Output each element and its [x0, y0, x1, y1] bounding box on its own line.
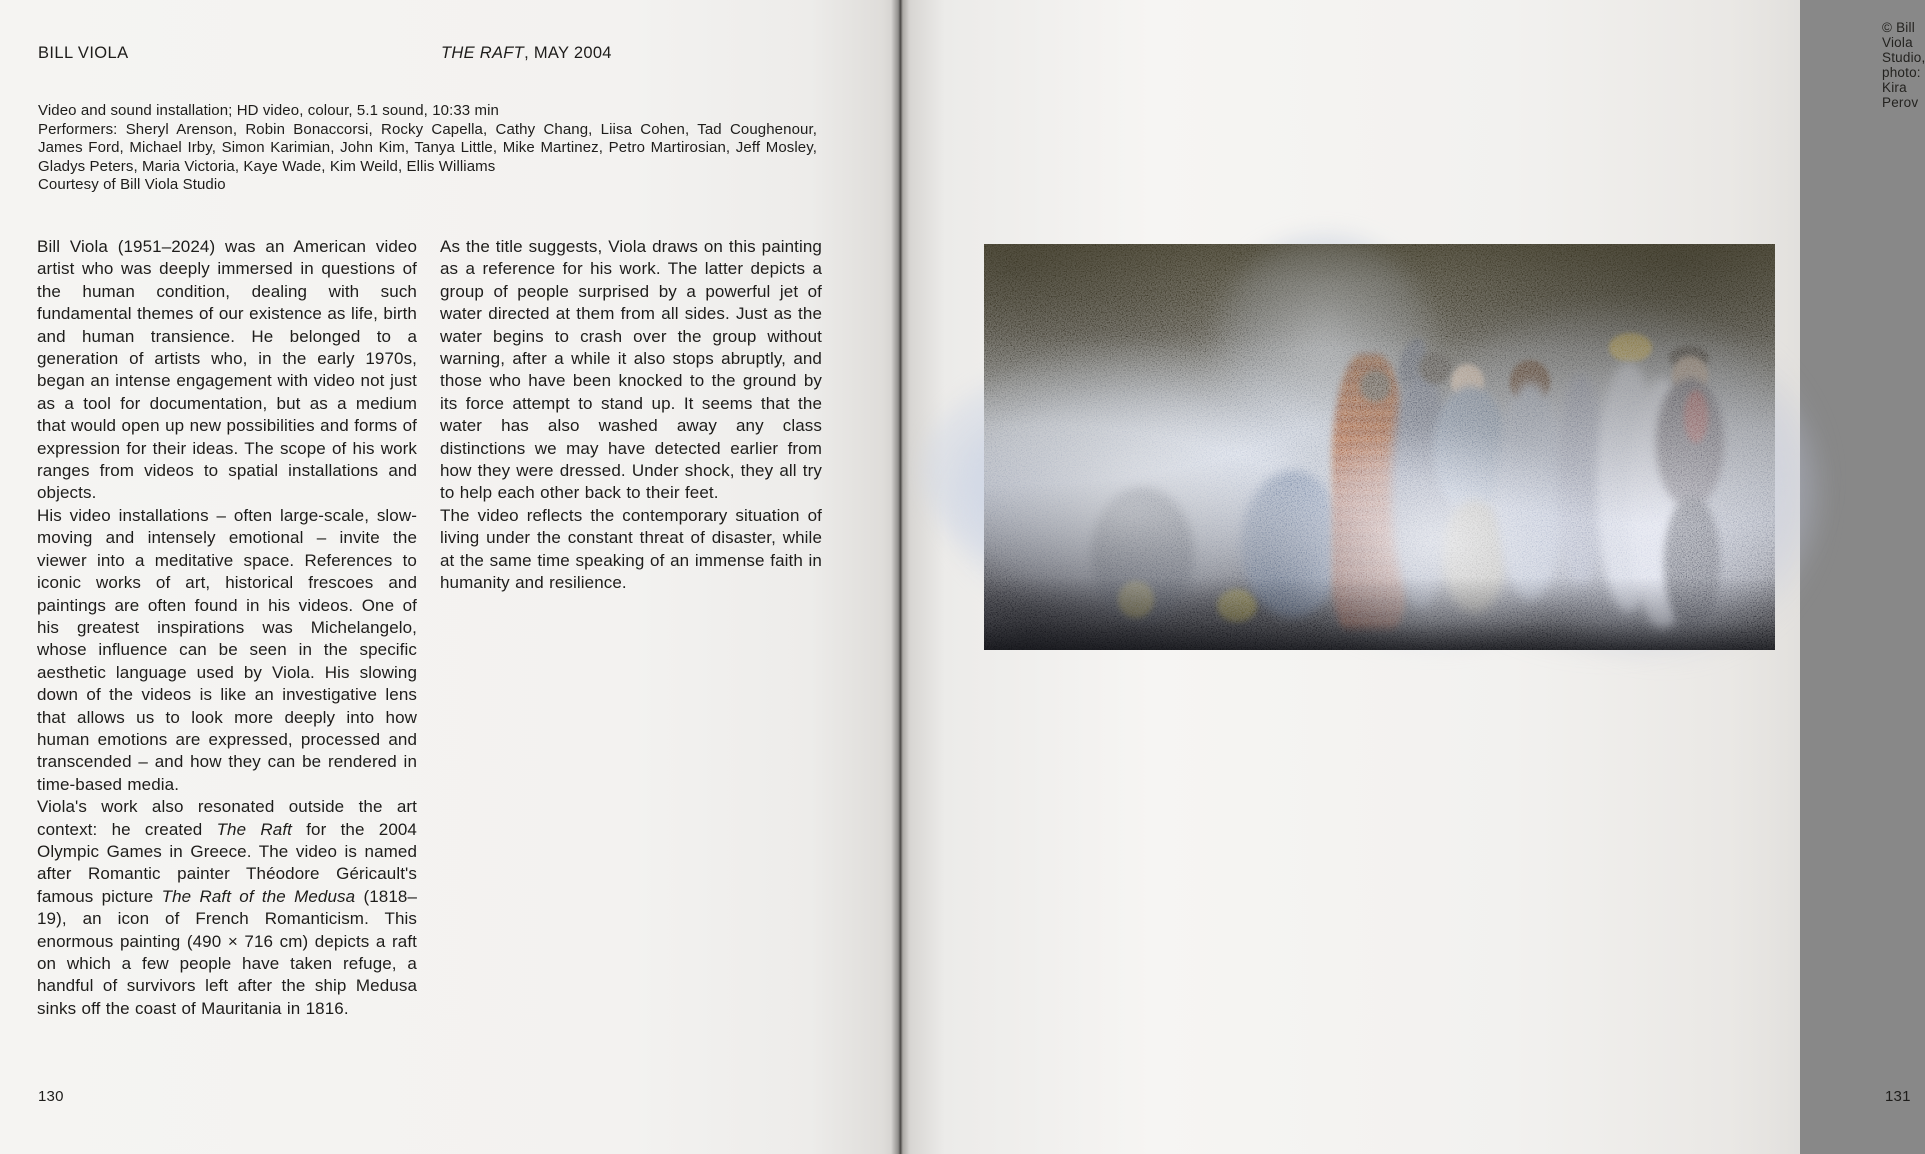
artwork-photo	[984, 244, 1775, 650]
photo-vignette	[984, 244, 1775, 650]
artwork-title-date: , MAY 2004	[524, 44, 612, 62]
essay-paragraph: Bill Viola (1951–2024) was an American video artist who was deeply immersed in questions of the human condition, dealing with such fundamental themes of our existence as life, birth and human transience. He belonged to a generation of artists who, in the early 1970s, began an intense engagement with video not just as a tool for documentation, but as a medium that would open up new possibilities and forms of expression for their ideas. The scope of his work ranges from videos to spatial installations and objects.	[37, 237, 417, 503]
book-spine-shadow	[891, 0, 909, 1154]
essay-paragraph: His video installations – often large-scale, slow-moving and intensely emotional – invite the viewer into a meditative space. References to iconic works of art, historical frescoes and paintings are often found in his videos. One of his greatest inspirations was Michelangelo, whose influence can be seen in the specific aesthetic language used by Viola. His slowing down of the videos is like an investigative lens that allows us to look more deeply into how human emotions are expressed, processed and transcended – and how they can be rendered in time-based media.	[37, 505, 417, 794]
artwork-title	[441, 44, 612, 63]
essay-paragraph: As the title suggests, Viola draws on this painting as a reference for his work. The latter depicts a group of people surprised by a powerful jet of water directed at them from all sides. Just as the water begins to crash over the group without warning, after a while it also stops abruptly, and those who have been knocked to the ground by its force attempt to stand up. It seems that the water has also washed away any class distinctions we may have detected earlier from how they were dressed. Under shock, they all try to help each other back to their feet.	[440, 237, 822, 503]
artwork-title-italic: THE RAFT	[441, 44, 525, 62]
essay-paragraph: The video reflects the contemporary situation of living under the constant threat of disaster, while at the same time speaking of an immense faith in humanity and resilience.	[440, 505, 822, 593]
essay-column-1	[37, 236, 417, 1020]
courtesy-line: Courtesy of Bill Viola Studio	[38, 176, 226, 194]
work-spec-line: Video and sound installation; HD video, colour, 5.1 sound, 10:33 min	[38, 102, 499, 119]
page-number-right: 131	[1885, 1088, 1911, 1105]
essay-column-2	[440, 236, 822, 595]
artist-name: BILL VIOLA	[38, 44, 129, 62]
page-number-left: 130	[38, 1088, 64, 1105]
page-left	[0, 0, 900, 1154]
photo-credit: © Bill Viola Studio, photo: Kira Perov	[1882, 20, 1925, 110]
work-metadata	[38, 102, 817, 195]
performers-list: Performers: Sheryl Arenson, Robin Bonaccorsi, Rocky Capella, Cathy Chang, Liisa Cohen, Tad Coughenour, James Ford, Michael Irby, Simon Karimian, John Kim, Tanya Little, Mike Martinez, Petro Martirosian, Jeff Mosley, Gladys Peters, Maria Victoria, Kaye Wade, Kim Weild, Ellis Williams	[38, 120, 817, 175]
essay-paragraph: Viola's work also resonated outside the art context: he created The Raft for the 2004 Olympic Games in Greece. The video is named after Romantic painter Théodore Géricault's famous picture The Raft of the Medusa (1818–19), an icon of French Romanticism. This enormous painting (490 × 716 cm) depicts a raft on which a few people have taken refuge, a handful of survivors left after the ship Medusa sinks off the coast of Mauritania in 1816.	[37, 797, 417, 1018]
